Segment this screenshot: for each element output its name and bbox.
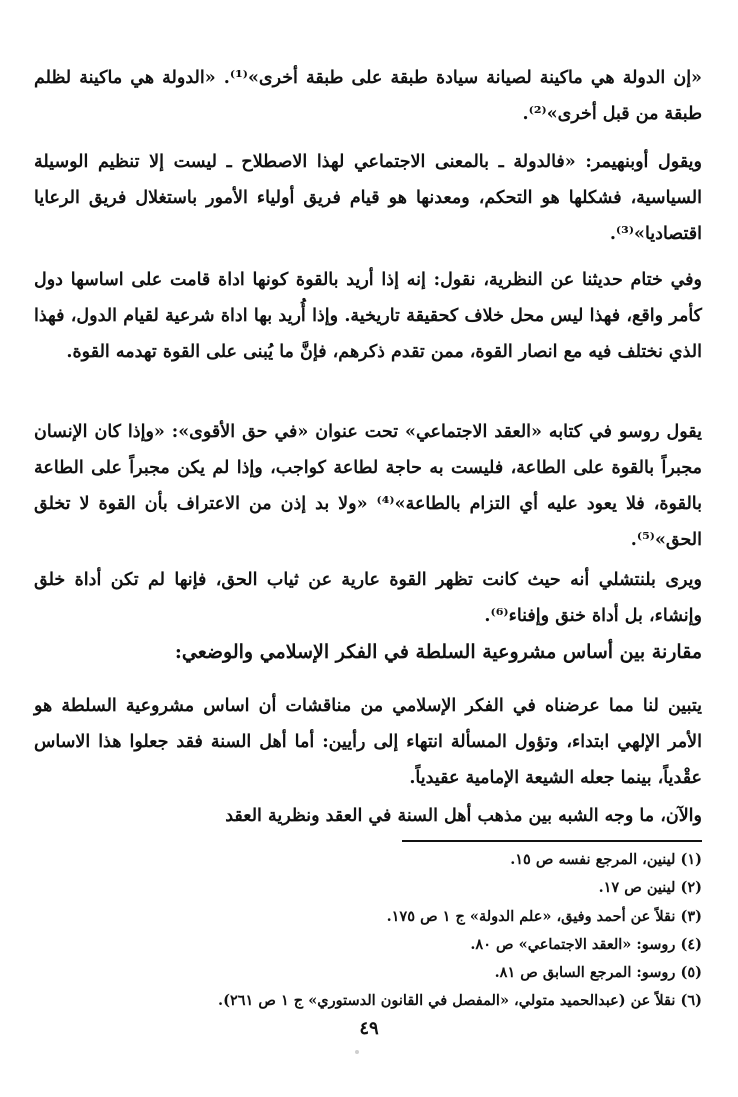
paragraph-bluntschli: ويرى بلنتشلي أنه حيث كانت تظهر القوة عارية عن ثياب الحق، فإنها لم تكن أداة خلق وإنشاء، بل أداة خنق وإفناء⁽⁶⁾.: [34, 570, 702, 626]
paragraph-rousseau: يقول روسو في كتابه «العقد الاجتماعي» تحت عنوان «في حق الأقوى»: «وإذا كان الإنسان مجبراً بالقوة على الطاعة، فليست به حاجة لطاعة كواجب، وإذا لم يكن مجبراً على الطاعة بالقوة، فلا يعود عليه أي التزام بالطاعة»⁽⁴⁾ «ولا بد إذن من الاعتراف بأن القوة لا تخلق الحق»⁽⁵⁾.: [34, 422, 702, 550]
footnote-4: (٤) روسو: «العقد الاجتماعي» ص ٨٠.: [470, 935, 702, 953]
paragraph-lenin-quote: «إن الدولة هي ماكينة لصيانة سيادة طبقة على طبقة أخرى»⁽¹⁾. «الدولة هي ماكينة لظلم طبقة من قبل أخرى»⁽²⁾.: [34, 68, 702, 124]
footnote-separator: [402, 840, 702, 842]
footnote-5: (٥) روسو: المرجع السابق ص ٨١.: [494, 964, 702, 982]
scan-speck: [355, 1050, 359, 1054]
paragraph-conclusion: وفي ختام حديثنا عن النظرية، نقول: إنه إذا أريد بالقوة كونها اداة قامت على اساسها دول كأمر واقع، فهذا ليس محل خلاف كحقيقة تاريخية. وإذا أُريد بها اداة شرعية لقيام الدول، فهذا الذي نختلف فيه مع انصار القوة، ممن تقدم ذكرهم، فإنَّ ما يُبنى على القوة تهدمه القوة.: [34, 270, 702, 362]
paragraph-comparison: يتبين لنا مما عرضناه في الفكر الإسلامي من مناقشات أن اساس مشروعية السلطة هو الأمر الإلهي ابتداء، وتؤول المسألة انتهاء إلى رأيين: أما أهل السنة فقد جعلوا هذا الاساس عقْدياً، بينما جعله الشيعة الإمامية عقيدياً.: [34, 696, 702, 788]
paragraph-continuation: والآن، ما وجه الشبه بين مذهب أهل السنة في العقد ونظرية العقد: [225, 806, 702, 826]
paragraph-oppenheimer: ويقول أوبنهيمر: «فالدولة ـ بالمعنى الاجتماعي لهذا الاصطلاح ـ ليست إلا تنظيم الوسيلة السياسية، فشكلها هو التحكم، ومعدنها هو قيام فريق أولياء الأمور باستغلال فريق الرعايا اقتصاديا»⁽³⁾.: [34, 152, 702, 244]
page-number: ٤٩: [359, 1018, 379, 1039]
footnotes-list: [142, 846, 702, 1016]
footnote-2: (٢) لينين ص ١٧.: [598, 879, 702, 897]
footnote-6: (٦) نقلاً عن (عبدالحميد متولي، «المفصل في القانون الدستوري» ج ١ ص ٢٦١).: [218, 992, 702, 1010]
footnote-1: (١) لينين، المرجع نفسه ص ١٥.: [510, 851, 702, 868]
footnote-3: (٣) نقلاً عن أحمد وفيق، «علم الدولة» ج ١ ص ١٧٥.: [386, 907, 702, 925]
section-heading: مقارنة بين أساس مشروعية السلطة في الفكر الإسلامي والوضعي:: [174, 641, 702, 663]
